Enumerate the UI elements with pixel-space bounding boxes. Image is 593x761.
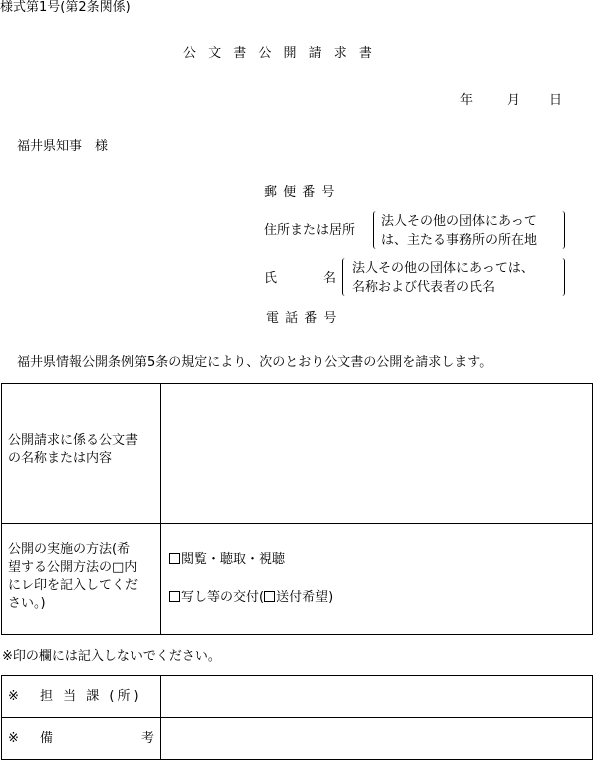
disclosure-method-label-line2: 望する公開方法の□内 bbox=[8, 560, 138, 575]
option-mailing-label: 送付希望) bbox=[276, 590, 334, 605]
office-row1-mark: ※ bbox=[8, 689, 19, 704]
office-row2-mark: ※ bbox=[8, 731, 19, 746]
document-name-label-line2: の名称または内容 bbox=[8, 451, 113, 466]
copy-checkbox[interactable] bbox=[169, 591, 180, 602]
option-viewing-label: 閲覧・聴取・視聴 bbox=[181, 552, 286, 567]
phone-label: 電 話 番 号 bbox=[266, 311, 338, 326]
viewing-checkbox[interactable] bbox=[169, 553, 180, 564]
office-use-note: ※印の欄には記入しないでください。 bbox=[2, 649, 221, 664]
address-note-line1: 法人その他の団体にあって bbox=[381, 214, 537, 229]
date-year: 年 bbox=[460, 93, 474, 108]
request-statement: 福井県情報公開条例第5条の規定により、次のとおり公文書の公開を請求します。 bbox=[17, 355, 493, 370]
name-label-second: 名 bbox=[323, 271, 337, 286]
office-row2-label-second: 考 bbox=[141, 731, 155, 746]
address-label: 住所または居所 bbox=[264, 223, 356, 238]
office-table-row-divider bbox=[1, 717, 593, 718]
table-border-top bbox=[1, 383, 593, 384]
option-copy-label: 写し等の交付( bbox=[181, 590, 265, 605]
table-column-divider bbox=[160, 383, 161, 635]
addressee: 福井県知事 様 bbox=[17, 139, 109, 154]
name-note-line2: 名称および代表者の氏名 bbox=[352, 280, 496, 295]
office-table-border-top bbox=[1, 675, 593, 676]
table-border-left bbox=[1, 383, 2, 635]
table-row-divider bbox=[1, 523, 593, 524]
table-border-bottom bbox=[1, 634, 593, 635]
disclosure-method-label-line3: にレ印を記入してくだ bbox=[8, 578, 139, 593]
name-label-first: 氏 bbox=[264, 271, 278, 286]
office-row2-label-first: 備 bbox=[40, 731, 54, 746]
date-day: 日 bbox=[549, 93, 563, 108]
document-name-label-line1: 公開請求に係る公文書 bbox=[8, 433, 139, 448]
address-note-line2: は、主たる事務所の所在地 bbox=[381, 233, 538, 248]
disclosure-method-label-line4: さい。) bbox=[8, 596, 46, 611]
office-row1-label: 担 当 課 (所) bbox=[40, 689, 142, 704]
document-name-field[interactable] bbox=[162, 385, 591, 522]
document-title: 公 文 書 公 開 請 求 書 bbox=[183, 46, 376, 61]
name-note-line1: 法人その他の団体にあっては、 bbox=[352, 261, 534, 276]
mailing-checkbox[interactable] bbox=[264, 591, 275, 602]
office-table-border-bottom bbox=[1, 759, 593, 760]
office-table-border-left bbox=[1, 675, 2, 760]
office-table-column-divider bbox=[160, 675, 161, 760]
remarks-field[interactable] bbox=[162, 719, 591, 758]
form-number: 様式第1号(第2条関係) bbox=[0, 0, 131, 15]
disclosure-method-label-line1: 公開の実施の方法(希 bbox=[8, 542, 131, 557]
postal-code-label: 郵 便 番 号 bbox=[264, 185, 336, 200]
date-month: 月 bbox=[507, 93, 521, 108]
department-field[interactable] bbox=[162, 677, 591, 716]
option-viewing bbox=[169, 551, 285, 568]
option-copy bbox=[169, 589, 333, 606]
